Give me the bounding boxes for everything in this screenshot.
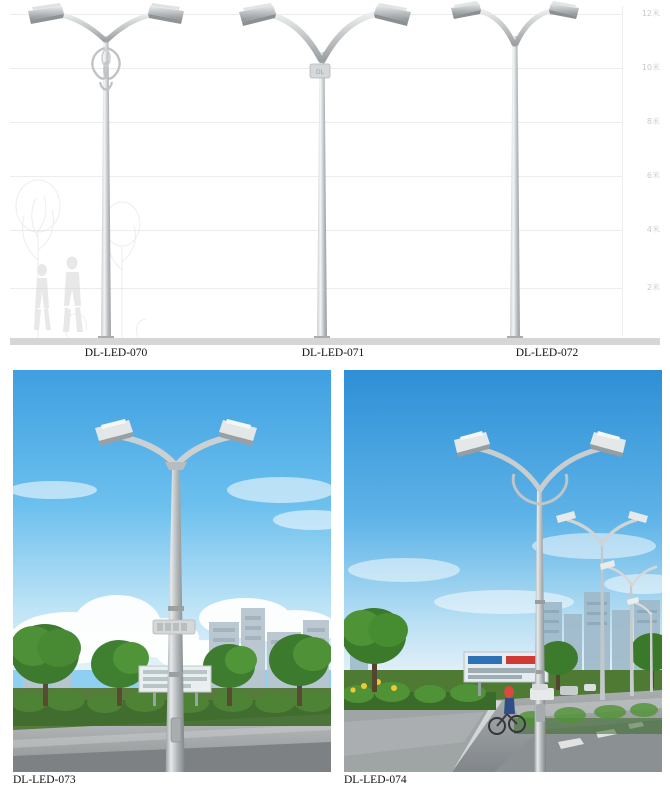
- lamp-diagram-dl-led-071: [225, 0, 445, 345]
- caption-dl-led-074: DL-LED-074: [344, 774, 407, 786]
- photo-dl-led-074: [344, 370, 662, 772]
- scale-label-10m: 10米: [641, 63, 660, 72]
- ground-line: [10, 338, 660, 345]
- photo-card-dl-led-073: [13, 370, 331, 794]
- photo-gallery: [13, 370, 657, 794]
- caption-dl-led-073: DL-LED-073: [13, 774, 76, 786]
- caption-dl-led-072: DL-LED-072: [515, 347, 579, 359]
- photo-dl-led-073: [13, 370, 331, 772]
- scale-label-2m: 2米: [646, 283, 660, 292]
- scale-label-8m: 8米: [646, 117, 660, 126]
- lamp-diagram-dl-led-070: [6, 0, 226, 345]
- technical-drawing-panel: [0, 0, 670, 368]
- scale-label-4m: 4米: [646, 225, 660, 234]
- photo-card-dl-led-074: [344, 370, 662, 794]
- svg-text:DL: DL: [316, 69, 324, 76]
- drawing-captions: [0, 347, 670, 368]
- lamp-diagram-dl-led-072: [435, 0, 655, 345]
- scale-label-6m: 6米: [646, 171, 660, 180]
- caption-dl-led-071: DL-LED-071: [301, 347, 365, 359]
- scale-label-12m: 12米: [641, 9, 660, 18]
- caption-dl-led-070: DL-LED-070: [84, 347, 148, 359]
